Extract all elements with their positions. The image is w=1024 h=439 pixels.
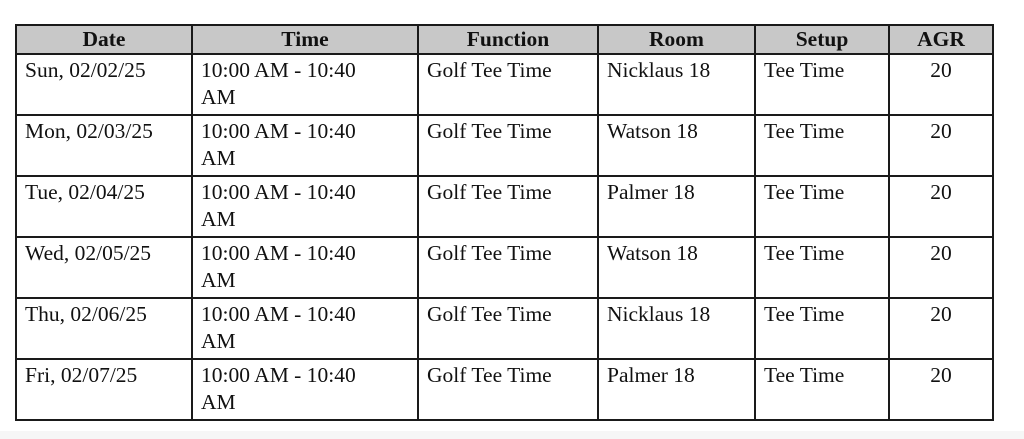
- cell-setup: Tee Time: [755, 115, 889, 176]
- time-line-2: AM: [201, 390, 236, 414]
- cell-function: Golf Tee Time: [418, 359, 598, 420]
- time-line-1: 10:00 AM - 10:40: [201, 180, 356, 204]
- cell-agr: 20: [889, 115, 993, 176]
- cell-function: Golf Tee Time: [418, 54, 598, 115]
- cell-room: Watson 18: [598, 237, 755, 298]
- cell-setup: Tee Time: [755, 176, 889, 237]
- cell-room: Palmer 18: [598, 359, 755, 420]
- cell-function: Golf Tee Time: [418, 298, 598, 359]
- cell-setup: Tee Time: [755, 237, 889, 298]
- cell-room: Nicklaus 18: [598, 298, 755, 359]
- time-line-2: AM: [201, 85, 236, 109]
- cell-time: [192, 54, 418, 115]
- table-header-row: [16, 25, 993, 54]
- cell-function: Golf Tee Time: [418, 115, 598, 176]
- cell-time: [192, 115, 418, 176]
- cell-date: Mon, 02/03/25: [16, 115, 192, 176]
- cell-function: Golf Tee Time: [418, 237, 598, 298]
- header-agr: AGR: [889, 25, 993, 54]
- time-line-2: AM: [201, 207, 236, 231]
- time-line-1: 10:00 AM - 10:40: [201, 363, 356, 387]
- cell-room: Nicklaus 18: [598, 54, 755, 115]
- cell-date: Wed, 02/05/25: [16, 237, 192, 298]
- cell-setup: Tee Time: [755, 298, 889, 359]
- table-row: [16, 237, 993, 298]
- cell-date: Tue, 02/04/25: [16, 176, 192, 237]
- table-row: [16, 298, 993, 359]
- table-row: [16, 54, 993, 115]
- cell-room: Watson 18: [598, 115, 755, 176]
- time-line-1: 10:00 AM - 10:40: [201, 302, 356, 326]
- table-row: [16, 359, 993, 420]
- cell-date: Fri, 02/07/25: [16, 359, 192, 420]
- cell-date: Sun, 02/02/25: [16, 54, 192, 115]
- header-room: Room: [598, 25, 755, 54]
- time-line-1: 10:00 AM - 10:40: [201, 119, 356, 143]
- header-date: Date: [16, 25, 192, 54]
- table-row: [16, 176, 993, 237]
- header-time: Time: [192, 25, 418, 54]
- cell-date: Thu, 02/06/25: [16, 298, 192, 359]
- cell-time: [192, 359, 418, 420]
- cell-agr: 20: [889, 237, 993, 298]
- cell-setup: Tee Time: [755, 359, 889, 420]
- time-line-1: 10:00 AM - 10:40: [201, 58, 356, 82]
- cell-time: [192, 298, 418, 359]
- time-line-2: AM: [201, 329, 236, 353]
- cell-agr: 20: [889, 176, 993, 237]
- time-line-2: AM: [201, 146, 236, 170]
- cell-room: Palmer 18: [598, 176, 755, 237]
- bottom-edge-band: [0, 431, 1024, 439]
- cell-function: Golf Tee Time: [418, 176, 598, 237]
- table-row: [16, 115, 993, 176]
- header-setup: Setup: [755, 25, 889, 54]
- header-function: Function: [418, 25, 598, 54]
- tee-time-schedule-table: [15, 24, 994, 421]
- cell-agr: 20: [889, 298, 993, 359]
- cell-time: [192, 176, 418, 237]
- cell-time: [192, 237, 418, 298]
- cell-setup: Tee Time: [755, 54, 889, 115]
- time-line-2: AM: [201, 268, 236, 292]
- cell-agr: 20: [889, 54, 993, 115]
- cell-agr: 20: [889, 359, 993, 420]
- time-line-1: 10:00 AM - 10:40: [201, 241, 356, 265]
